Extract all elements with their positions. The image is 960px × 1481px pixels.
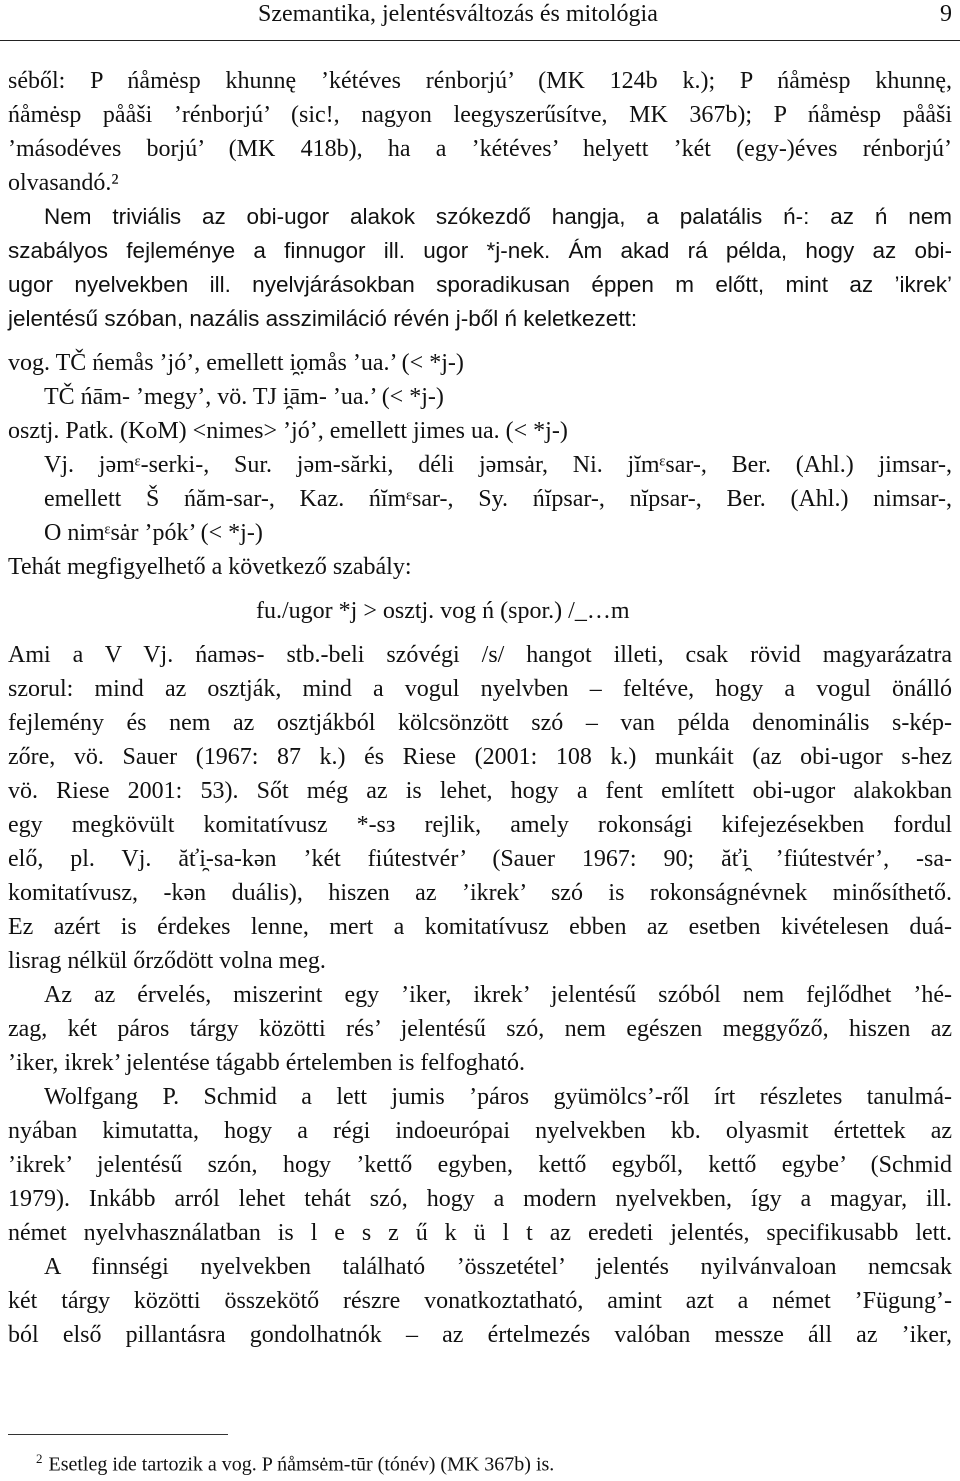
example-line: TČ ńām- ’megy’, vö. TJ i̯ām- ’ua.’ (< *j-) (44, 384, 444, 410)
text-line: ’iker, ikrek’ jelentése tágabb értelemben is felfogható. (8, 1050, 526, 1076)
text-line: A finnségi nyelvekben található ’összetétel’ jelentés nyilvánvaloan nemcsak (44, 1254, 952, 1280)
page-header (0, 0, 960, 41)
text-line: zőre, vö. Sauer (1967: 87 k.) és Riese (2001: 108 k.) munkáit (az obi-ugor s-hez (8, 744, 952, 770)
text-line: egy megkövült komitatívusz *-sз rejlik, amely rokonsági kifejezésekben fordul (8, 812, 952, 838)
text-line: ugor nyelvekben ill. nyelvjárásokban sporadikusan éppen m előtt, mint az ’ikrek’ (8, 272, 952, 297)
text-line: ’másodéves borjú’ (MK 418b), ha a ’kétéves’ helyett ’két (egy-)éves rénborjú’ (8, 136, 952, 162)
text-line: szorul: mind az osztják, mind a vogul nyelvben – feltéve, hogy a vogul önálló (8, 676, 952, 702)
text-line: Ez azért is érdekes lenne, mert a komitatívusz ebben az esetben kivételesen duá- (8, 914, 952, 940)
text-line: lisrag nélkül őrződött volna meg. (8, 948, 326, 974)
text-line: ból első pillantásra gondolhatnók – az értelmezés valóban messze áll az ’iker, (8, 1322, 952, 1348)
text-line: séből: P ńåmėsp khunnę ’kétéves rénborjú’ (MK 124b k.); P ńåmėsp khunnę, (8, 68, 952, 94)
example-line: O nimᵋsȧr ’pók’ (< *j-) (44, 520, 263, 546)
text-line: Ami a V Vj. ńaməs- stb.-beli szóvégi /s/ hangot illeti, csak rövid magyarázatra (8, 642, 952, 668)
text-line: vö. Riese 2001: 53). Sőt még az is lehet, hogy a fent említett obi-ugor alakokban (8, 778, 952, 804)
footnote-divider (8, 1434, 228, 1435)
sound-rule: fu./ugor *j > osztj. vog ń (spor.) /_…m (256, 598, 630, 624)
text-line: ńåmėsp pååši ’rénborjú’ (sic!, nagyon leegyszerűsítve, MK 367b); P ńåmėsp pååši (8, 102, 952, 128)
page-number: 9 (940, 1, 952, 27)
text-line: komitatívusz, -kən duális), hiszen az ’ikrek’ szó is rokonságnévnek minősíthető. (8, 880, 952, 906)
text-line: jelentésű szóban, nazális asszimiláció révén j-ből ń keletkezett: (8, 306, 638, 331)
text-line: olvasandó.² (8, 170, 119, 196)
text-line: szabályos fejleménye a finnugor ill. ugor *j-nek. Ám akad rá példa, hogy az obi- (8, 238, 952, 263)
text-line: fejlemény és nem az osztjákból kölcsönzött szó – van példa denominális s-kép- (8, 710, 952, 736)
text-line: 1979). Inkább arról lehet tehát szó, hogy a modern nyelvekben, így a magyar, ill. (8, 1186, 952, 1212)
text-line: Tehát megfigyelhető a következő szabály: (8, 554, 412, 580)
example-line: vog. TČ ńemås ’jó’, emellett i̯ọmås ’ua.’ (< *j-) (8, 350, 464, 376)
text-line: két tárgy közötti összekötő részre vonatkoztatható, amint azt a német ’Fügung’- (8, 1288, 952, 1314)
text-line: zag, két páros tárgy közötti rés’ jelentésű szó, nem egészen meggyőző, hiszen az (8, 1016, 952, 1042)
body-text (8, 64, 952, 1352)
example-line: osztj. Patk. (KoM) <nimes> ’jó’, emellett jimes ua. (< *j-) (8, 418, 568, 444)
text-line: német nyelvhasználatban is l e s z ű k ü l t az eredeti jelentés, specifikusabb lett. (8, 1220, 952, 1246)
text-line: nyában kimutatta, hogy a régi indoeurópai nyelvekben kb. olyasmit értettek az (8, 1118, 952, 1144)
text-line: Wolfgang P. Schmid a lett jumis ’páros gyümölcs’-ről írt részletes tanulmá- (44, 1084, 952, 1110)
footnote-text: Esetleg ide tartozik a vog. P ńåmsėm-tūr (tónév) (MK 367b) is. (48, 1453, 555, 1476)
footnote-mark: 2 (36, 1451, 43, 1466)
text-line: ’ikrek’ jelentésű szón, hogy ’kettő egyben, kettő egyből, kettő egybe’ (Schmid (8, 1152, 952, 1178)
running-title: Szemantika, jelentésváltozás és mitológia (258, 1, 658, 27)
footnote (36, 1446, 554, 1478)
example-line: Vj. jəmᵋ-serki-, Sur. jəm-sărki, déli jəmsȧr, Ni. jĭmᵋsar-, Ber. (Ahl.) jimsar-, (44, 452, 952, 478)
example-line: emellett Š ńăm-sar-, Kaz. ńĭmᵋsar-, Sy. ńĭpsar-, nĭpsar-, Ber. (Ahl.) nimsar-, (44, 486, 952, 512)
text-line: Nem triviális az obi-ugor alakok szókezdő hangja, a palatális ń-: az ń nem (44, 204, 952, 229)
text-line: Az az érvelés, miszerint egy ’iker, ikrek’ jelentésű szóból nem fejlődhet ’hé- (44, 982, 952, 1008)
text-line: elő, pl. Vj. ăťi̯-sa-kən ’két fiútestvér’ (Sauer 1967: 90; ăťi̯ ’fiútestvér’, -sa- (8, 846, 952, 872)
